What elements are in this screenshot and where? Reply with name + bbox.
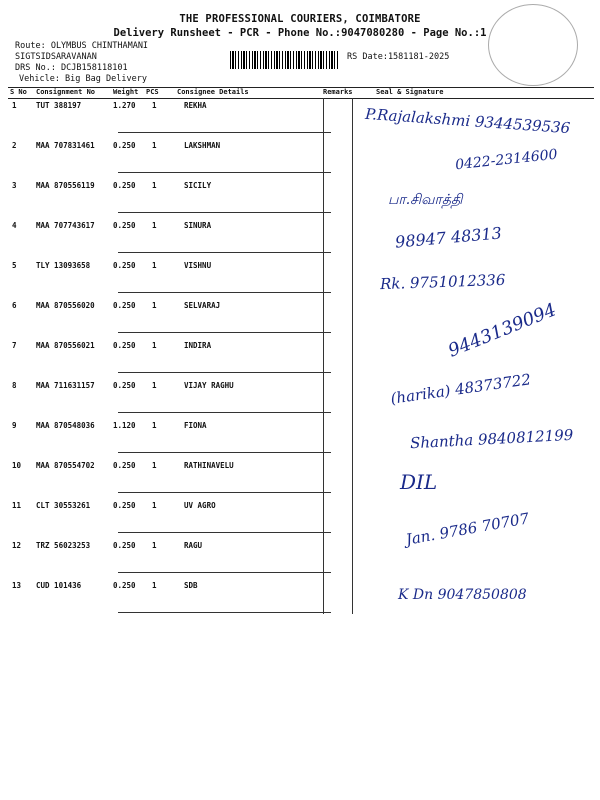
row-consignee: RAGU [184,541,203,550]
row-weight: 0.250 [113,141,136,150]
page-subtitle: Delivery Runsheet - PCR - Phone No.:9047080280 - Page No.:1 [113,27,487,39]
row-pcs: 1 [152,261,157,270]
row-pcs: 1 [152,141,157,150]
row-consignment: CUD 101436 [36,581,82,590]
row-weight: 0.250 [113,461,136,470]
row-divider [118,332,331,333]
row-pcs: 1 [152,541,157,550]
row-weight: 0.250 [113,181,136,190]
row-weight: 0.250 [113,581,136,590]
row-pcs: 1 [152,221,157,230]
col-seal-signature: Seal & Signature [376,88,444,96]
row-pcs: 1 [152,421,157,430]
row-consignment: MAA 711631157 [36,381,95,390]
row-weight: 0.250 [113,221,136,230]
office-stamp [488,4,578,86]
row-weight: 0.250 [113,541,136,550]
barcode [230,51,340,69]
signature-4: 98947 48313 [394,223,503,252]
row-sno: 1 [12,101,17,110]
row-pcs: 1 [152,101,157,110]
row-divider [118,252,331,253]
row-pcs: 1 [152,181,157,190]
row-divider [118,532,331,533]
row-consignment: MAA 870548036 [36,421,95,430]
table-row [8,178,594,218]
row-weight: 0.250 [113,261,136,270]
row-consignee: VIJAY RAGHU [184,381,234,390]
row-sno: 3 [12,181,17,190]
table-row [8,458,594,498]
signature-7: (harika) 48373722 [389,370,533,408]
row-consignee: FIONA [184,421,207,430]
row-pcs: 1 [152,381,157,390]
row-weight: 1.120 [113,421,136,430]
table-row [8,218,594,258]
row-consignment: CLT 30553261 [36,501,91,510]
signature-2: 0422-2314600 [454,146,559,174]
row-sno: 13 [12,581,22,590]
signature-10: Jan. 9786 70707 [404,509,531,549]
vehicle-label: Vehicle: Big Bag Delivery [19,74,147,84]
table-top-border [8,87,594,88]
row-sno: 2 [12,141,17,150]
staff-label: SIGTSIDSARAVANAN [15,52,97,62]
row-consignee: UV AGRO [184,501,216,510]
row-divider [118,132,331,133]
row-consignee: SDB [184,581,198,590]
col-consignee: Consignee Details [177,88,249,96]
row-divider [118,492,331,493]
row-divider [118,292,331,293]
row-divider [118,612,331,613]
row-sno: 12 [12,541,22,550]
route-label: Route: OLYMBUS CHINTHAMANI [15,41,149,51]
row-consignee: VISHNU [184,261,212,270]
col-remarks: Remarks [323,88,353,96]
col-consignment: Consignment No [36,88,96,96]
signature-9: DIL [400,470,438,494]
signature-3: பா.சிவாத்தி [388,192,463,208]
rs-date: RS Date:1581181-2025 [347,52,450,62]
col-pcs: PCS [146,88,159,96]
row-sno: 8 [12,381,17,390]
row-consignee: RATHINAVELU [184,461,234,470]
row-weight: 0.250 [113,301,136,310]
row-consignee: REKHA [184,101,207,110]
table-row [8,258,594,298]
row-consignee: LAKSHMAN [184,141,221,150]
signature-5: Rk. 9751012336 [379,270,506,294]
row-divider [118,412,331,413]
row-sno: 11 [12,501,22,510]
row-weight: 1.270 [113,101,136,110]
table-row [8,538,594,578]
signature-11: K Dn 9047850808 [398,587,527,603]
row-divider [118,172,331,173]
row-pcs: 1 [152,301,157,310]
row-divider [118,212,331,213]
row-sno: 10 [12,461,22,470]
row-divider [118,572,331,573]
row-consignment: MAA 707831461 [36,141,95,150]
row-pcs: 1 [152,461,157,470]
row-sno: 9 [12,421,17,430]
row-consignment: MAA 870554702 [36,461,95,470]
row-weight: 0.250 [113,341,136,350]
row-consignee: SINURA [184,221,212,230]
col-weight: Weight [113,88,139,96]
signature-8: Shantha 9840812199 [409,425,574,453]
row-consignment: MAA 870556119 [36,181,95,190]
row-consignment: TUT 388197 [36,101,82,110]
row-weight: 0.250 [113,381,136,390]
col-sno: S No [10,88,27,96]
row-consignment: MAA 870556020 [36,301,95,310]
row-pcs: 1 [152,341,157,350]
row-consignment: MAA 707743617 [36,221,95,230]
row-consignee: SELVARAJ [184,301,221,310]
row-sno: 6 [12,301,17,310]
table-row [8,338,594,378]
signature-1: P.Rajalakshmi 9344539536 [364,104,571,138]
row-sno: 5 [12,261,17,270]
row-consignment: MAA 870556021 [36,341,95,350]
row-weight: 0.250 [113,501,136,510]
row-consignee: INDIRA [184,341,212,350]
row-divider [118,452,331,453]
row-sno: 7 [12,341,17,350]
row-pcs: 1 [152,581,157,590]
drs-number: DRS No.: DCJB158118101 [15,63,128,73]
row-pcs: 1 [152,501,157,510]
row-consignee: SICILY [184,181,212,190]
page-title: THE PROFESSIONAL COURIERS, COIMBATORE [179,13,421,25]
signature-6: 9443139094 [445,299,560,362]
row-sno: 4 [12,221,17,230]
row-consignment: TRZ 56023253 [36,541,91,550]
row-consignment: TLY 13093658 [36,261,91,270]
row-divider [118,372,331,373]
